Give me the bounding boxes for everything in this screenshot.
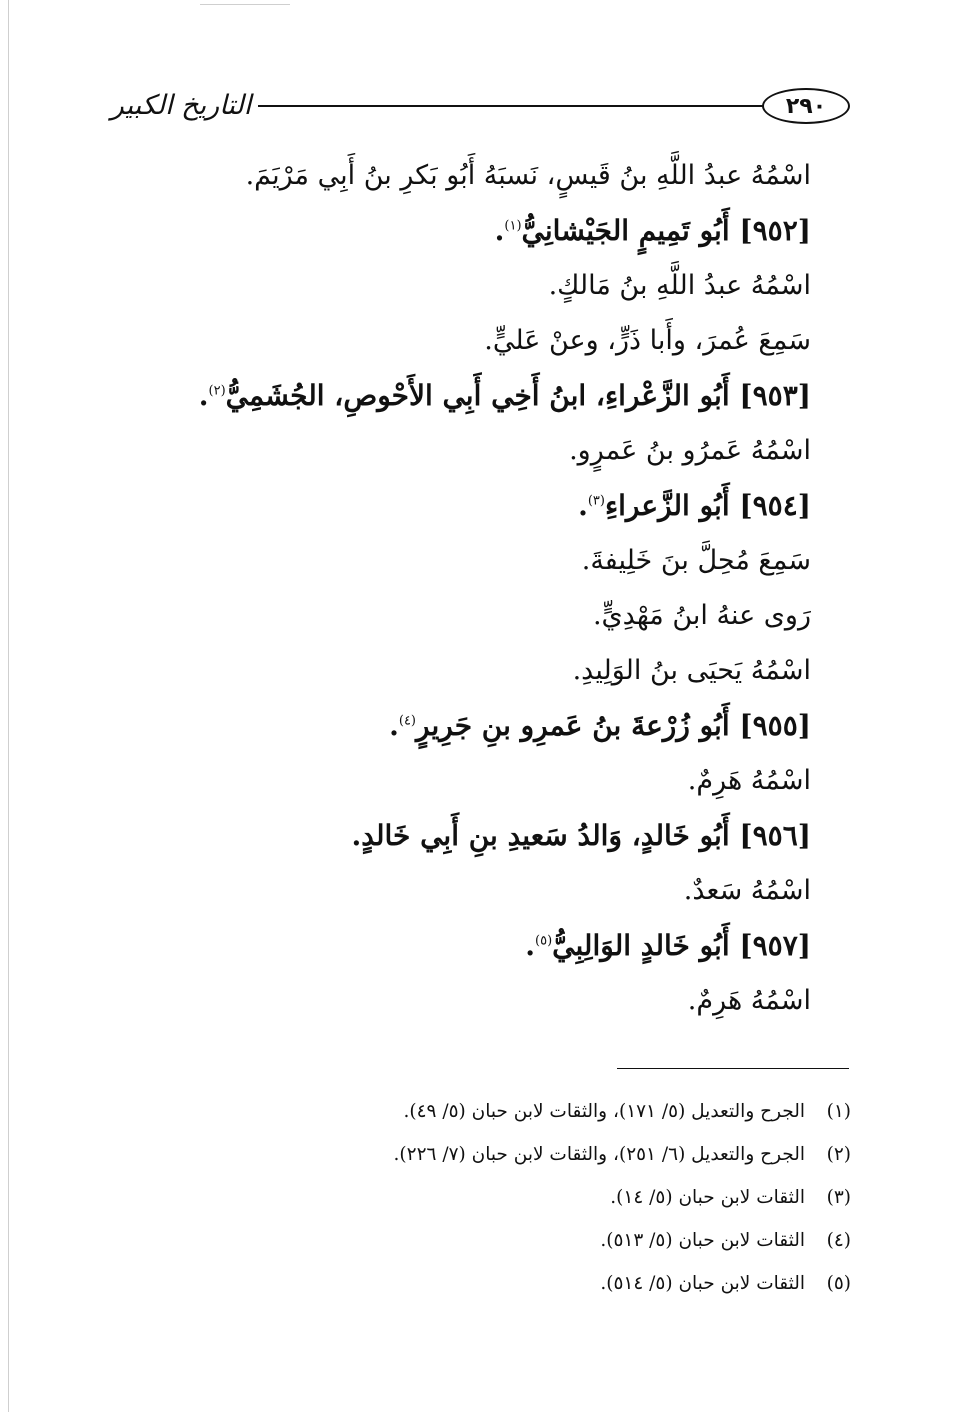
page-header: [110, 88, 850, 128]
text-line: اسْمُهُ سَعدٌ.: [683, 875, 811, 906]
text-line: اسْمُهُ يَحيَى بنُ الوَلِيدِ.: [572, 655, 811, 686]
footnote: (٣)الثقات لابن حبان (٥/ ١٤).: [191, 1176, 851, 1219]
entry-number: [٩٥٤]: [739, 489, 811, 522]
scan-edge-top: [200, 4, 290, 5]
footnote-ref: (٤): [398, 713, 416, 729]
text-line: اسْمُهُ عبدُ اللَّهِ بنُ قَيسٍ، نَسبَهُ أَبُو بَكرِ بنُ أَبِي مَرْيَمَ.: [245, 160, 811, 191]
text-line: اسْمُهُ هَرِمٌ.: [687, 765, 811, 796]
book-title: التاريخ الكبير: [110, 90, 252, 121]
entry-heading: [٩٥٣] أَبُو الزَّعْراءِ، ابنُ أَخِي أَبِي الأَحْوصِ، الجُشَمِيُّ$^{(٢)}$.: [198, 379, 811, 412]
footnote-marker: (٣): [826, 1187, 851, 1208]
footnote-ref: (١): [504, 218, 522, 234]
entry-number: [٩٥٧]: [739, 929, 811, 962]
entry-number: [٩٥٦]: [739, 819, 811, 852]
text-line: اسْمُهُ عَمرُو بنُ عَمرٍو.: [569, 435, 811, 466]
text-line: رَوى عنهُ ابنُ مَهْدِيٍّ.: [592, 600, 811, 631]
header-rule: [258, 105, 764, 107]
footnote: (٢)الجرح والتعديل (٦/ ٢٥١)، والثقات لابن حبان (٧/ ٢٢٦).: [191, 1133, 851, 1176]
entry-number: [٩٥٢]: [739, 214, 811, 247]
footnote-marker: (٥): [826, 1273, 851, 1294]
footnote-separator: [617, 1068, 849, 1069]
footnotes: [191, 1090, 851, 1305]
footnote: (١)الجرح والتعديل (٥/ ١٧١)، والثقات لابن حبان (٥/ ٤٩).: [191, 1090, 851, 1133]
footnote-ref: (٢): [208, 383, 226, 399]
entry-heading: [٩٥٥] أَبُو زُرْعةَ بنُ عَمرِو بنِ جَرِيرٍ$^{(٤)}$.: [389, 709, 811, 742]
scan-edge-left: [8, 0, 9, 1412]
page-number: ٢٩٠: [762, 88, 850, 124]
footnote: (٤)الثقات لابن حبان (٥/ ٥١٣).: [191, 1219, 851, 1262]
entry-number: [٩٥٣]: [739, 379, 811, 412]
text-line: اسْمُهُ عبدُ اللَّهِ بنُ مَالكٍ.: [548, 270, 811, 301]
entry-heading: [٩٥٢] أَبُو تَمِيمٍ الجَيْشانِيُّ$^{(١)}$.: [494, 214, 811, 247]
footnote: (٥)الثقات لابن حبان (٥/ ٥١٤).: [191, 1262, 851, 1305]
footnote-ref: (٣): [587, 493, 605, 509]
text-line: سَمِعَ مُحِلَّ بنَ خَلِيفةَ.: [581, 545, 811, 576]
footnote-marker: (٤): [826, 1230, 851, 1251]
entry-heading: [٩٥٧] أَبُو خَالدٍ الوَالِبِيُّ$^{(٥)}$.: [525, 929, 811, 962]
text-line: اسْمُهُ هَرِمٌ.: [687, 985, 811, 1016]
footnote-ref: (٥): [535, 933, 553, 949]
entry-number: [٩٥٥]: [739, 709, 811, 742]
footnote-marker: (١): [826, 1101, 851, 1122]
footnote-marker: (٢): [826, 1144, 851, 1165]
main-text: [151, 148, 811, 1028]
text-line: سَمِعَ عُمرَ، وأَبا ذَرٍّ، وعنْ عَليٍّ.: [484, 325, 811, 356]
entry-heading: [٩٥٤] أَبُو الزَّعراءِ$^{(٣)}$.: [578, 489, 811, 522]
entry-heading: [٩٥٦] أَبُو خَالدٍ، وَالدُ سَعيدِ بنِ أَبِي خَالدٍ.: [351, 819, 811, 852]
